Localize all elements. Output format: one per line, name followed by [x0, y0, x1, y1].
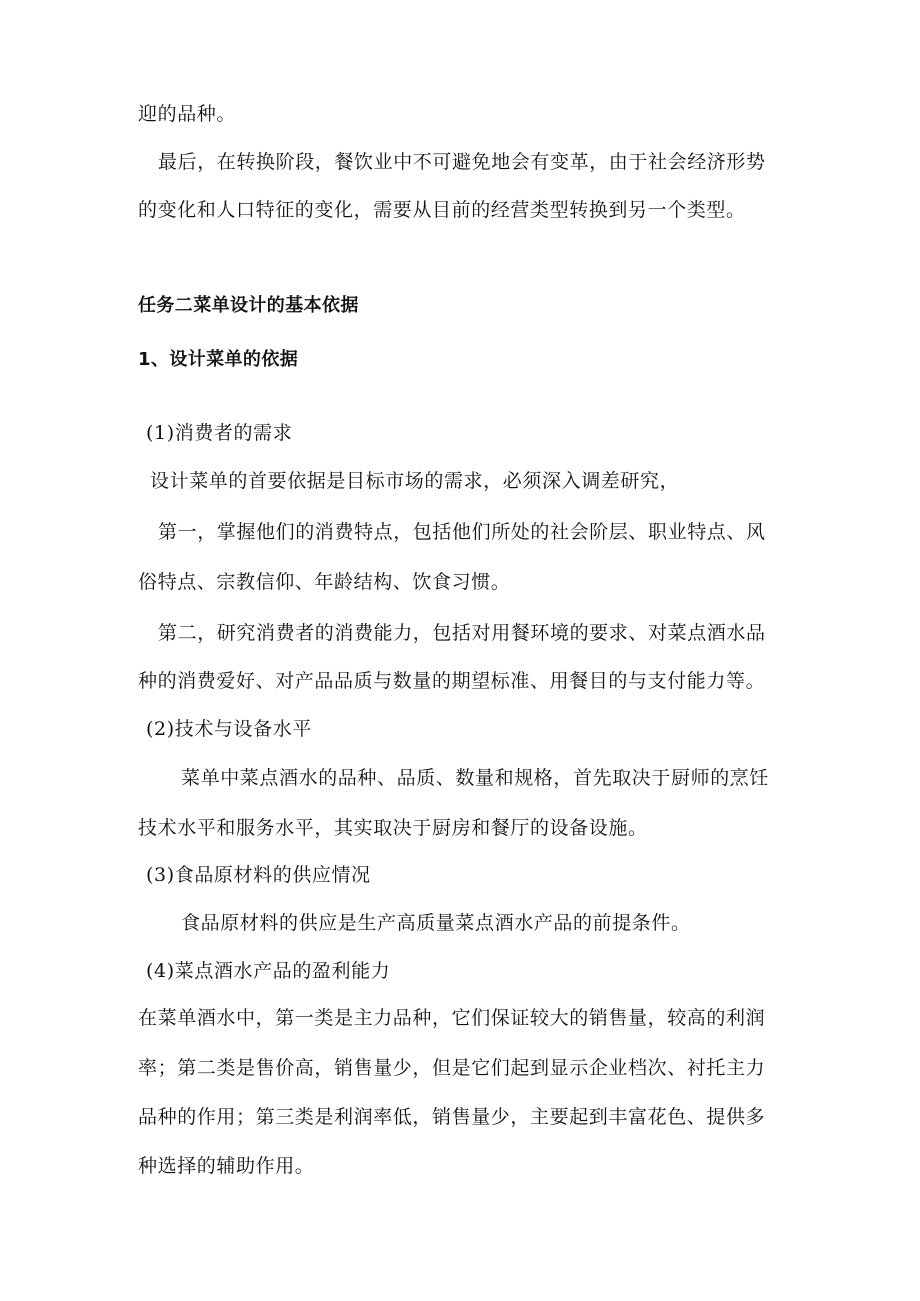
item-heading: (1)消费者的需求 [146, 422, 293, 444]
paragraph-line: 最后，在转换阶段，餐饮业中不可避免地会有变革，由于社会经济形势 [158, 151, 766, 173]
paragraph-line: 种选择的辅助作用。 [138, 1155, 315, 1177]
paragraph-line: 第一，掌握他们的消费特点，包括他们所处的社会阶层、职业特点、风 [158, 521, 766, 543]
item-heading: (4)菜点酒水产品的盈利能力 [146, 960, 391, 982]
paragraph-line: 技术水平和服务水平，其实取决于厨房和餐厅的设备设施。 [138, 817, 648, 839]
paragraph-line: 的变化和人口特征的变化，需要从目前的经营类型转换到另一个类型。 [138, 199, 746, 221]
paragraph-line: 设计菜单的首要依据是目标市场的需求，必须深入调差研究， [150, 470, 680, 492]
paragraph-line: 俗特点、宗教信仰、年龄结构、饮食习惯。 [138, 571, 511, 593]
item-heading: (2)技术与设备水平 [146, 718, 312, 740]
paragraph-line: 菜单中菜点酒水的品种、品质、数量和规格，首先取决于厨师的烹饪 [181, 767, 770, 789]
paragraph-line: 种的消费爱好、对产品品质与数量的期望标准、用餐目的与支付能力等。 [138, 670, 766, 692]
section-heading: 任务二菜单设计的基本依据 [138, 295, 359, 316]
subsection-heading: 1、设计菜单的依据 [138, 349, 299, 370]
paragraph-line: 迎的品种。 [138, 103, 237, 125]
paragraph-line: 食品原材料的供应是生产高质量菜点酒水产品的前提条件。 [181, 912, 691, 934]
paragraph-line: 第二，研究消费者的消费能力，包括对用餐环境的要求、对菜点酒水品 [158, 622, 766, 644]
item-heading: (3)食品原材料的供应情况 [146, 864, 371, 886]
paragraph-line: 在菜单酒水中，第一类是主力品种，它们保证较大的销售量，较高的利润 [138, 1007, 766, 1029]
paragraph-line: 率；第二类是售价高，销售量少，但是它们起到显示企业档次、衬托主力 [138, 1057, 766, 1079]
paragraph-line: 品种的作用；第三类是利润率低，销售量少，主要起到丰富花色、提供多 [138, 1106, 766, 1128]
